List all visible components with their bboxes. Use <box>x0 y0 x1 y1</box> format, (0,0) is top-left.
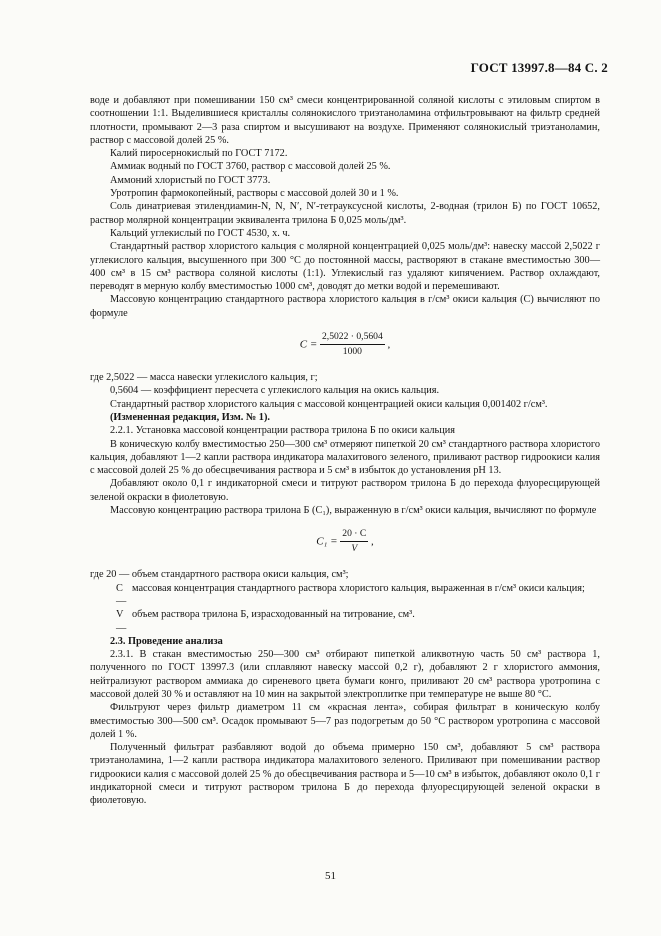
formula-tail: , <box>371 535 374 548</box>
paragraph: Кальций углекислый по ГОСТ 4530, х. ч. <box>110 227 291 239</box>
paragraph: Массовую концентрацию раствора трилона Б (С₁), выраженную в г/см³ окиси кальция, вычисляют по формуле <box>110 505 597 517</box>
formula-lhs: С = <box>299 338 318 351</box>
paragraph: Аммоний хлористый по ГОСТ 3773. <box>110 174 271 186</box>
where-key: V — <box>116 609 127 634</box>
paragraph: Полученный фильтрат разбавляют водой до объема примерно 150 см³, добавляют 5 см³ раствора триэтаноламина, 1—2 капли раствора индикатора малахитового зеленого. Приливают при помешивании раствор гидроокиси калия с массовой долей 25 % до обесцвечивания раствора и 5—10 см³ в избыток, добавляют около 0,1 г индикаторной смеси и титруют раствором трилона Б до перехода флуоресцирующей зеленой окраски в фиолетовую. <box>90 742 600 807</box>
where-definition <box>90 582 600 609</box>
page-number: 51 <box>325 870 336 882</box>
formula-numerator: 2,5022 · 0,5604 <box>320 331 385 345</box>
paragraph: Соль динатриевая этилендиамин-N, N, N′, N′-тетрауксусной кислоты, 2-водная (трилон Б) по ГОСТ 10652, раствор молярной концентрации эквивалента трилона Б 0,025 моль/дм³. <box>90 201 600 226</box>
where-definition: где 20 — объем стандартного раствора окиси кальция, см³; <box>90 569 349 581</box>
formula-calcium-concentration <box>90 331 600 358</box>
paragraph: Массовую концентрацию стандартного раствора хлористого кальция в г/см³ окиси кальция (С) вычисляют по формуле <box>90 294 600 319</box>
document-header: ГОСТ 13997.8—84 С. 2 <box>470 60 608 75</box>
formula-trilon-concentration <box>90 528 600 555</box>
paragraph: Стандартный раствор хлористого кальция с молярной концентрацией 0,025 моль/дм³: навеску массой 2,5022 г углекислого кальция, высушенного при 300 °С до постоянной массы, растворяют в стакане вместимостью 300—400 см³ в 15 см³ раствора соляной кислоты (1:1). Углекислый газ удаляют кипячением. Раствор охлаждают, переводят в мерную колбу вместимостью 1000 см³, доводят до метки водой и перемешивают. <box>90 241 600 293</box>
formula-denominator: V <box>351 543 358 555</box>
paragraph: Калий пиросернокислый по ГОСТ 7172. <box>110 148 288 160</box>
paragraph: В коническую колбу вместимостью 250—300 см³ отмеряют пипеткой 20 см³ стандартного раствора хлористого кальция, добавляют 1—2 капли раствора индикатора малахитового зеленого, приливают раствор гидроокиси калия с массовой долей 25 % до обесцвечивания раствора и 5 см³ в избыток до установления рН 13. <box>90 438 600 477</box>
document-body <box>90 94 600 808</box>
paragraph: 2.3.1. В стакан вместимостью 250—300 см³ отбирают пипеткой аликвотную часть 50 см³ раствора 1, полученного по ГОСТ 13997.3 (или сплавляют навеску массой 0,2 г), добавляют 2 г хлористого аммония, нейтрализуют раствором аммиака до сиреневого цвета бумаги конго, приливают 20 см³ раствора уротропина с массовой долей 30 % и оставляют на 10 мин на закрытой электроплитке при температуре не выше 80 °С. <box>90 649 600 700</box>
formula-fraction <box>320 331 385 358</box>
paragraph: Добавляют около 0,1 г индикаторной смеси и титруют раствором трилона Б до перехода флуоресцирующей зеленой окраски в фиолетовую. <box>90 478 600 503</box>
where-text: 2,5022 — масса навески углекислого кальция, г; <box>106 372 318 384</box>
formula-numerator: 20 · C <box>340 528 368 542</box>
formula-lhs: C₁ = <box>316 535 338 548</box>
paragraph: Аммиак водный по ГОСТ 3760, раствор с массовой долей 25 %. <box>110 161 391 173</box>
where-label: где <box>90 372 104 384</box>
where-text: объем раствора трилона Б, израсходованный на титрование, см³. <box>132 609 415 621</box>
where-text: массовая концентрация стандартного раствора хлористого кальция, выраженная в г/см³ окиси кальция; <box>132 582 585 594</box>
paragraph: воде и добавляют при помешивании 150 см³ смеси концентрированной соляной кислоты с этиловым спиртом в соотношении 1:1. Выделившиеся кристаллы солянокислого триэтаноламина отфильтровывают на фильтр средней плотности, промывают 2—3 раза спиртом и высушивают на воздухе. Применяют солянокислый триэтаноламин, раствор с массовой долей 25 %. <box>90 95 600 146</box>
where-definition <box>90 608 600 635</box>
where-definition <box>90 371 600 384</box>
amendment-note: (Измененная редакция, Изм. № 1). <box>110 411 270 423</box>
paragraph: Стандартный раствор хлористого кальция с массовой концентрацией окиси кальция 0,001402 г/см³. <box>110 398 548 410</box>
where-definition: 0,5604 — коэффициент пересчета с углекислого кальция на окись кальция. <box>110 385 440 397</box>
formula-tail: , <box>387 338 391 351</box>
where-key: С — <box>116 582 127 607</box>
paragraph: Фильтруют через фильтр диаметром 11 см «красная лента», собирая фильтрат в коническую колбу вместимостью 300—500 см³. Осадок промывают 5—7 раз подогретым до 50 °С раствором уротропина с массовой долей 1 %. <box>90 702 600 740</box>
formula-denominator: 1000 <box>342 346 362 358</box>
section-heading: 2.3. Проведение анализа <box>110 635 223 647</box>
paragraph: Уротропин фармокопейный, растворы с массовой долей 30 и 1 %. <box>110 188 399 200</box>
formula-fraction <box>340 528 368 555</box>
section-heading: 2.2.1. Установка массовой концентрации раствора трилона Б по окиси кальция <box>110 425 455 437</box>
